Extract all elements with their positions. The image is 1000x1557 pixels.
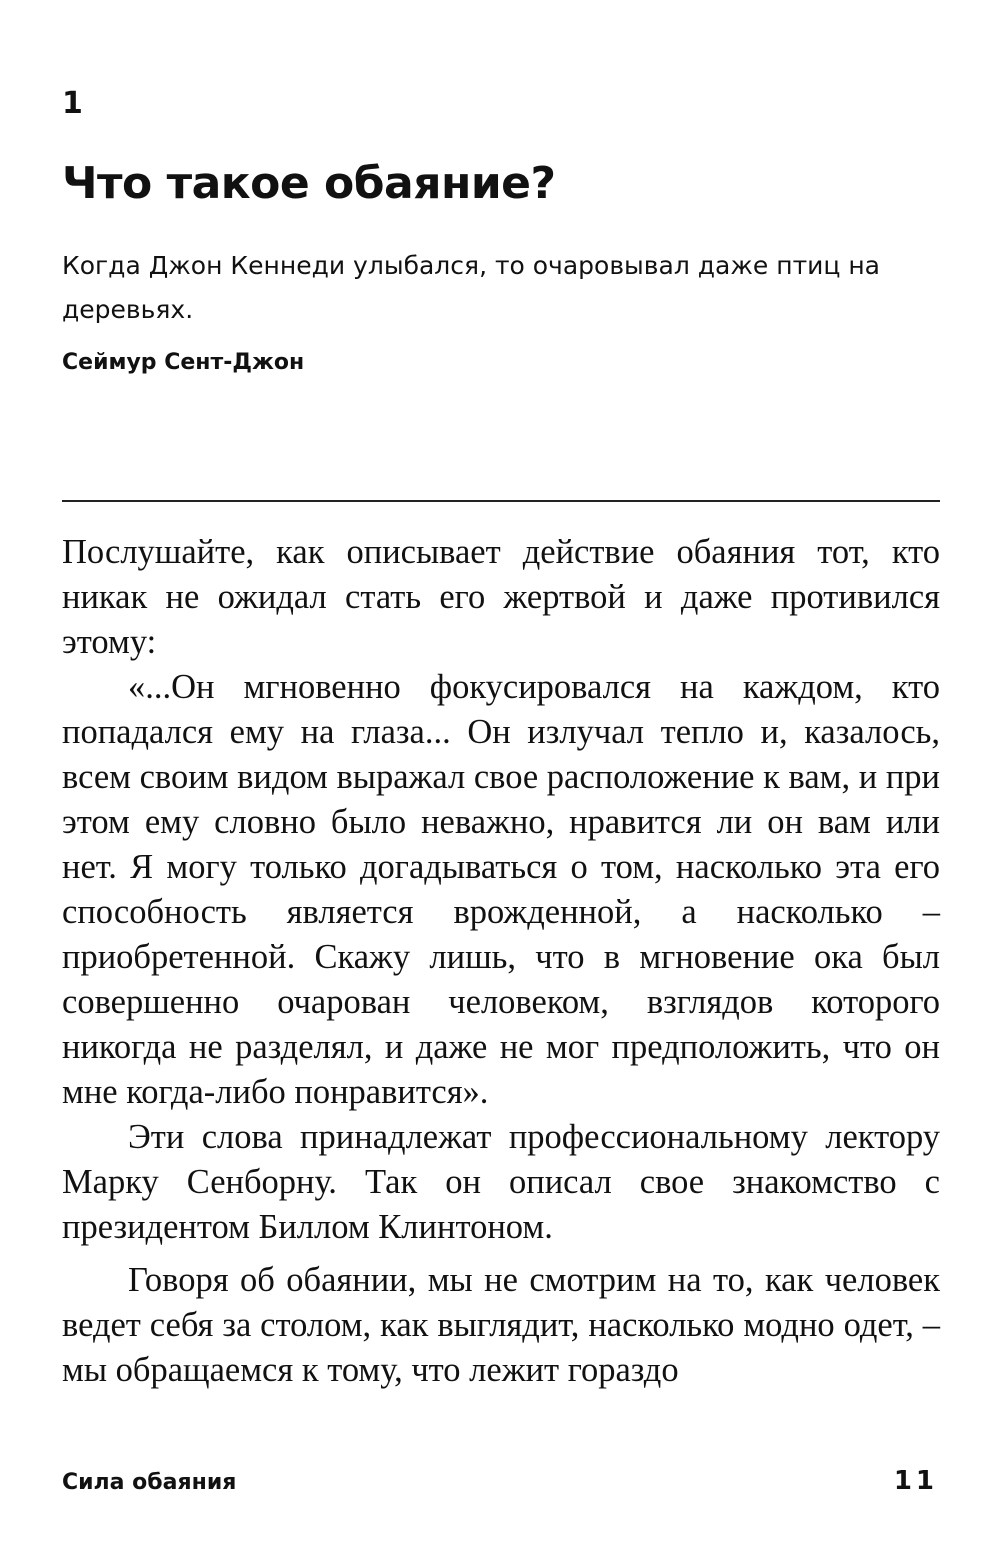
- chapter-title: Что такое обаяние?: [62, 158, 556, 209]
- footer-book-title: Сила обаяния: [62, 1470, 237, 1495]
- chapter-number: 1: [62, 86, 83, 121]
- paragraph-quote: «...Он мгновенно фокусировался на каждом, кто попадался ему на глаза... Он излучал тепло и, казалось, всем своим видом выражал свое расположение к вам, и при этом ему словно было неважно, нравится ли он вам или нет. Я могу только догадываться о том, насколько эта его способность является врожденной, а насколько – приобретенной. Скажу лишь, что в мгновение ока был совершенно очарован человеком, взглядов которого никогда не разделял, и даже не мог предположить, что он мне когда-либо понравится».: [62, 668, 940, 1111]
- epigraph-quote: Когда Джон Кеннеди улыбался, то очаровывал даже птиц на деревьях.: [62, 251, 881, 324]
- epigraph-author: Сеймур Сент-Джон: [62, 350, 305, 375]
- paragraph: Эти слова принадлежат профессиональному лектору Марку Сенборну. Так он описал свое знакомство с президентом Биллом Клинтоном.: [62, 1118, 940, 1246]
- section-divider: [62, 500, 940, 502]
- paragraph: Говоря об обаянии, мы не смотрим на то, как человек ведет себя за столом, как выглядит, насколько модно одет, – мы обращаемся к тому, что лежит гораздо: [62, 1261, 940, 1389]
- paragraph: Послушайте, как описывает действие обаяния тот, кто никак не ожидал стать его жертвой и даже противился этому:: [62, 533, 940, 661]
- body-text: [62, 530, 940, 1393]
- page-number: 11: [893, 1466, 938, 1496]
